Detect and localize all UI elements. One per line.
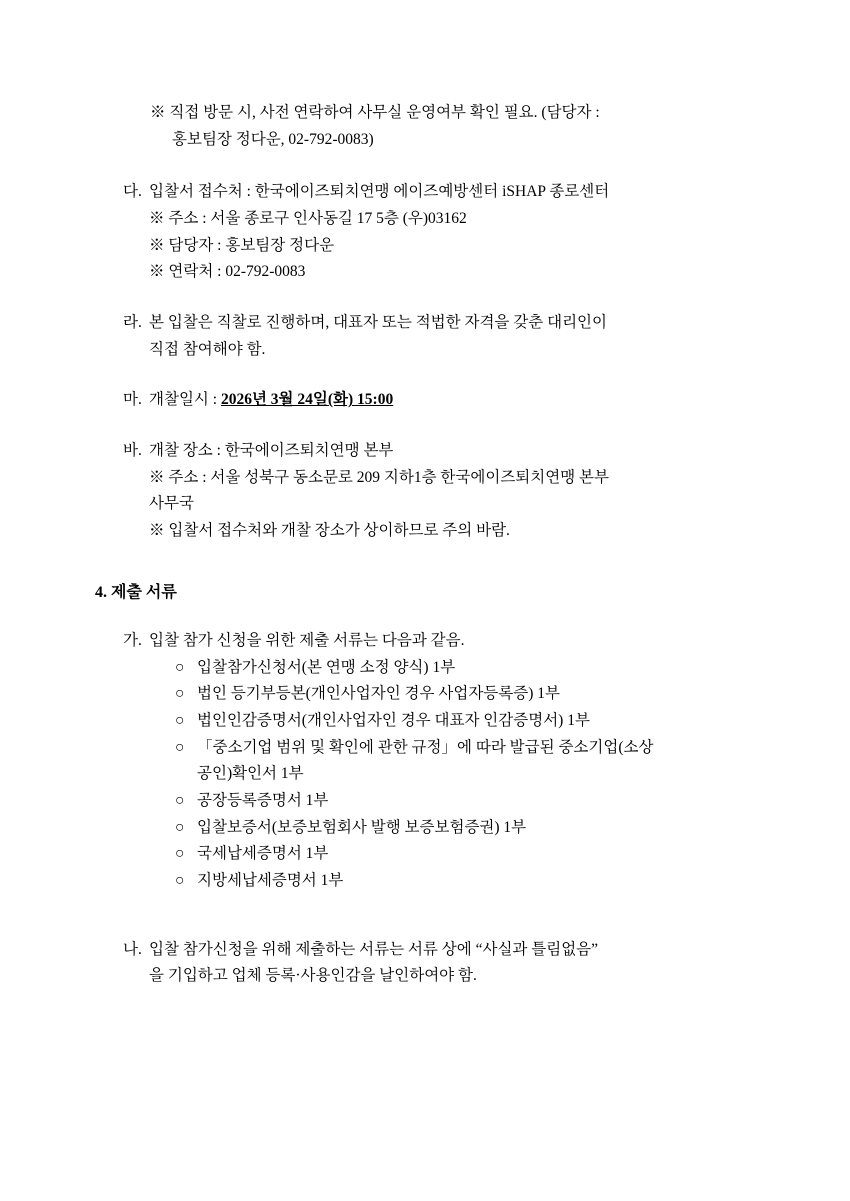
list-item <box>175 735 755 762</box>
bid-opening-datetime: 2026년 3월 24일(화) 15:00 <box>220 391 394 409</box>
list-item-ma <box>123 387 755 414</box>
list-item-line: 사무국 <box>149 495 194 513</box>
list-item-label: 입찰참가신청서(본 연맹 소정 양식) 1부 <box>197 658 456 676</box>
list-item-body <box>123 628 755 895</box>
list-item-marker: 나. <box>123 940 142 958</box>
list-item-label: 국세납세증명서 1부 <box>197 845 329 863</box>
list-item-line: ※ 주소 : 서울 성북구 동소문로 209 지하1층 한국에이즈퇴치연맹 본부 <box>149 468 610 486</box>
list-item-da <box>123 179 755 286</box>
circle-bullet-icon: ○ <box>175 845 185 863</box>
section-heading <box>95 579 755 607</box>
top-note-line-2: 홍보팀장 정다운, 02-792-0083) <box>172 130 374 148</box>
circle-bullet-icon: ○ <box>175 685 185 703</box>
circle-bullet-icon: ○ <box>175 791 185 809</box>
section-title-text: 제출 서류 <box>111 583 177 601</box>
circle-bullet-icon: ○ <box>175 712 185 730</box>
list-item-marker: 라. <box>123 313 142 331</box>
list-item-ba <box>123 438 755 545</box>
spacer <box>95 919 755 937</box>
list-item-label: 법인인감증명서(개인사업자인 경우 대표자 인감증명서) 1부 <box>197 712 590 730</box>
list-item-na <box>123 937 755 990</box>
list-item <box>175 708 755 735</box>
list-item-label: 공인)확인서 1부 <box>197 765 304 783</box>
list-item <box>175 868 755 895</box>
list-item-line: 개찰 장소 : 한국에이즈퇴치연맹 본부 <box>149 441 394 459</box>
list-item-ra <box>123 310 755 363</box>
section-number: 4. <box>95 583 107 601</box>
list-item-marker: 가. <box>123 632 142 650</box>
circle-bullet-icon: ○ <box>175 818 185 836</box>
list-item <box>175 681 755 708</box>
list-item-marker: 바. <box>123 441 142 459</box>
documents-bullet-list <box>175 655 755 895</box>
list-item-line: 을 기입하고 업체 등록·사용인감을 날인하여야 함. <box>149 967 477 985</box>
list-item-line: ※ 담당자 : 홍보팀장 정다운 <box>149 236 335 254</box>
list-item <box>175 815 755 842</box>
list-item-line: ※ 연락처 : 02-792-0083 <box>149 263 306 281</box>
bid-opening-line <box>149 387 755 414</box>
list-item-body <box>123 438 755 545</box>
list-item-body <box>123 387 755 414</box>
list-item-ga <box>123 628 755 895</box>
bid-opening-label: 개찰일시 : <box>149 391 221 409</box>
list-item-label: 공장등록증명서 1부 <box>197 791 329 809</box>
list-item-line: ※ 입찰서 접수처와 개찰 장소가 상이하므로 주의 바람. <box>149 521 510 539</box>
top-note-line-1: ※ 직접 방문 시, 사전 연락하여 사무실 운영여부 확인 필요. (담당자 : <box>150 104 600 121</box>
list-item-body <box>123 179 755 286</box>
list-item-label: 입찰보증서(보증보험회사 발행 보증보험증권) 1부 <box>197 818 527 836</box>
circle-bullet-icon: ○ <box>175 871 185 889</box>
list-item-body <box>123 310 755 363</box>
list-item-label: 「중소기업 범위 및 확인에 관한 규정」에 따라 발급된 중소기업(소상 <box>197 738 654 756</box>
list-item-continuation <box>175 761 755 788</box>
list-item <box>175 655 755 682</box>
list-item-line: 직접 참여해야 함. <box>149 340 266 358</box>
list-item-marker: 다. <box>123 183 142 201</box>
list-item-label: 지방세납세증명서 1부 <box>197 871 344 889</box>
list-item-lead: 입찰 참가 신청을 위한 제출 서류는 다음과 같음. <box>149 632 465 650</box>
top-note-block <box>150 100 755 153</box>
list-item <box>175 788 755 815</box>
list-item-line: 입찰서 접수처 : 한국에이즈퇴치연맹 에이즈예방센터 iSHAP 종로센터 <box>149 183 610 201</box>
list-item-line: ※ 주소 : 서울 종로구 인사동길 17 5층 (우)03162 <box>149 209 467 227</box>
list-item-marker: 마. <box>123 391 142 409</box>
list-item-label: 법인 등기부등본(개인사업자인 경우 사업자등록증) 1부 <box>197 685 560 703</box>
list-item-body <box>123 937 755 990</box>
list-item-line: 입찰 참가신청을 위해 제출하는 서류는 서류 상에 “사실과 틀림없음” <box>149 940 599 958</box>
circle-bullet-icon: ○ <box>175 738 185 756</box>
circle-bullet-icon: ○ <box>175 658 185 676</box>
list-item <box>175 841 755 868</box>
list-item-line: 본 입찰은 직찰로 진행하며, 대표자 또는 적법한 자격을 갖춘 대리인이 <box>149 313 607 331</box>
